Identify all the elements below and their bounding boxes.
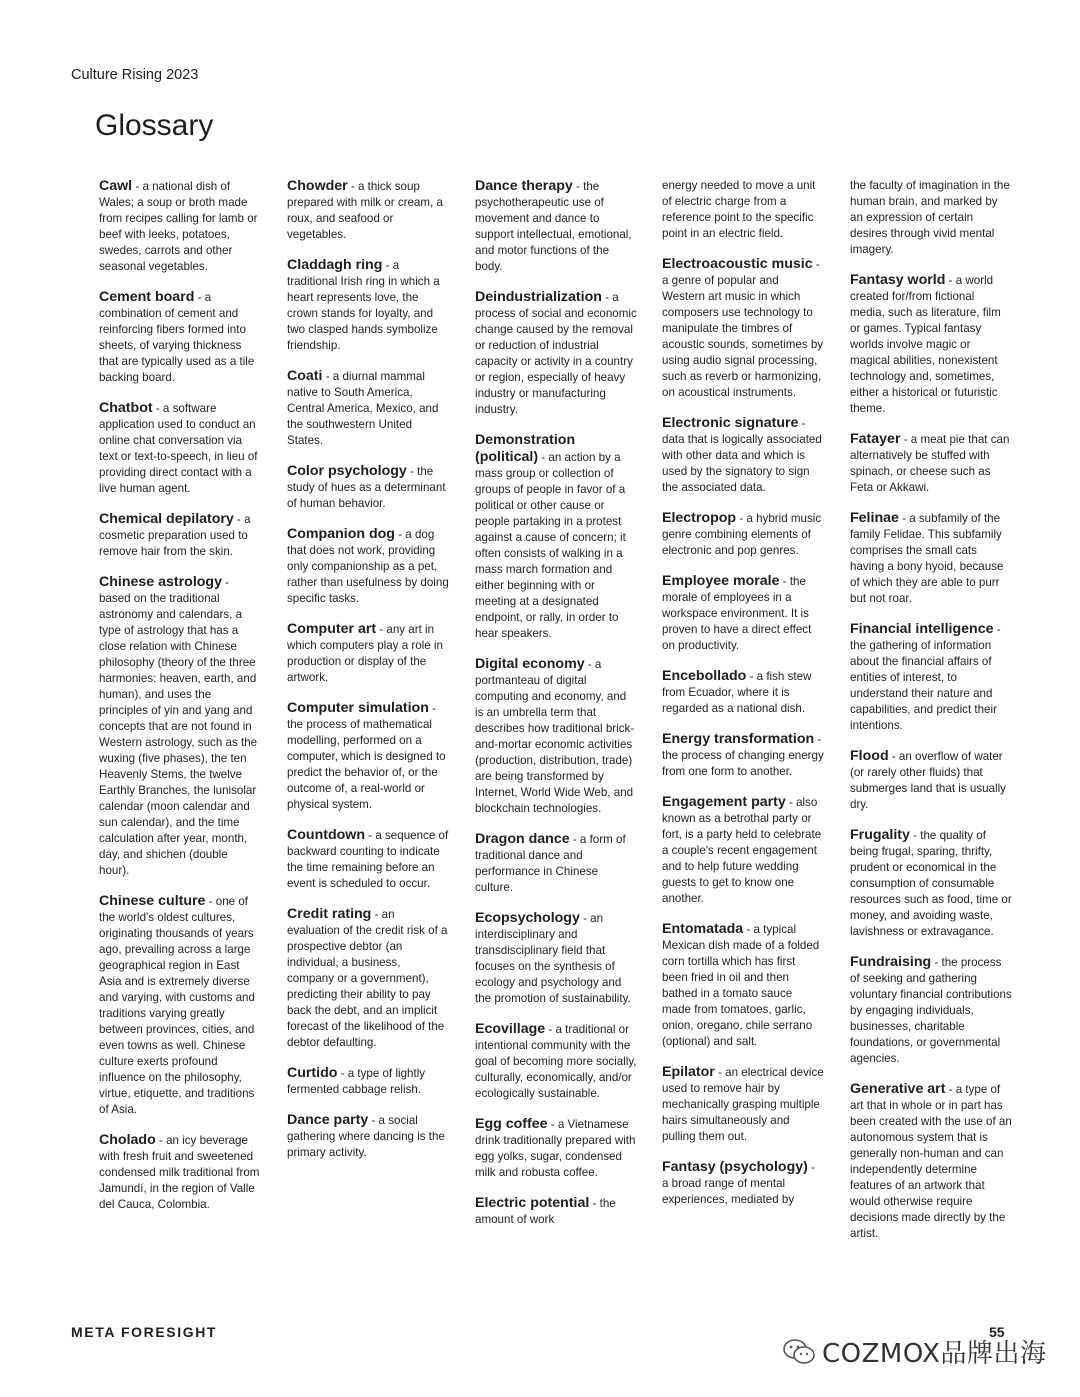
glossary-definition: a sequence of backward counting to indicate the time remaining before an event is scheduled to occur. <box>287 829 449 890</box>
wechat-icon <box>782 1337 816 1367</box>
glossary-column-3 <box>475 178 637 1242</box>
term-separator: - <box>382 259 393 272</box>
term-separator: - <box>347 180 359 193</box>
glossary-definition: a world created for/from fictional media, such as literature, film or games. Typical fantasy worlds involve magic or magical abilities, nonexistent technology and, sometimes, either a historical or futuristic theme. <box>850 274 1001 415</box>
glossary-entry <box>287 1112 449 1161</box>
glossary-entry <box>475 910 637 1007</box>
glossary-entry <box>475 178 637 275</box>
glossary-entry <box>287 621 449 686</box>
term-separator: - <box>779 575 790 588</box>
glossary-entry <box>662 921 824 1050</box>
glossary-term: Claddagh ring <box>287 257 383 273</box>
glossary-definition: an electrical device used to remove hair by mechanically grasping multiple hairs simultaneously and pulling them out. <box>662 1066 824 1143</box>
glossary-entry <box>850 954 1012 1067</box>
glossary-term: Cawl <box>99 178 133 194</box>
term-separator: - <box>584 658 595 671</box>
glossary-term: Chemical depilatory <box>99 511 234 527</box>
glossary-term: Cholado <box>99 1132 156 1148</box>
term-separator: - <box>945 1083 956 1096</box>
glossary-term: Flood <box>850 748 889 764</box>
glossary-entry <box>850 272 1012 417</box>
glossary-entry <box>287 368 449 449</box>
glossary-entry <box>475 289 637 418</box>
glossary-definition: the process of seeking and gathering voluntary financial contributions by engaging individuals, businesses, charitable foundations, or governmental agencies. <box>850 956 1012 1065</box>
term-separator: - <box>569 833 580 846</box>
glossary-definition: the process of mathematical modelling, performed on a computer, which is designed to predict the behavior of, or the outcome of, a real-world or physical system. <box>287 718 446 811</box>
term-separator: - <box>545 1023 556 1036</box>
term-separator: - <box>205 895 216 908</box>
glossary-entry <box>99 893 261 1118</box>
glossary-definition: the gathering of information about the financial affairs of entities of interest, to understand their nature and capabilities, and predict their intentions. <box>850 639 997 732</box>
glossary-term: Demonstration (political) <box>475 432 576 465</box>
glossary-entry <box>662 415 824 496</box>
glossary-entry <box>850 431 1012 496</box>
term-separator: - <box>368 1114 379 1127</box>
glossary-entry <box>99 178 261 275</box>
term-separator: - <box>945 274 956 287</box>
glossary-entry <box>850 827 1012 940</box>
term-separator: - <box>365 829 376 842</box>
glossary-definition: a dog that does not work, providing only companionship as a pet, rather than usefulness by doing specific tasks. <box>287 528 449 605</box>
term-separator: - <box>371 908 382 921</box>
glossary-term: Color psychology <box>287 463 407 479</box>
glossary-definition: a genre of popular and Western art music in which composers use technology to manipulate the timbres of acoustic sounds, sometimes by using audio signal processing, such as reverb or harmonizing, on acoustical instruments. <box>662 274 824 399</box>
glossary-column-1 <box>99 178 261 1227</box>
glossary-term: Entomatada <box>662 921 744 937</box>
glossary-entry <box>662 731 824 780</box>
glossary-definition: one of the world's oldest cultures, originating thousands of years ago, prevailing across a large geographical region in East Asia and is extremely diverse and varying, with customs and traditions varying greatly between provinces, cities, and even towns as well. Chinese culture exerts profound influence on the philosophy, virtue, etiquette, and traditions of Asia. <box>99 895 255 1116</box>
glossary-entry <box>287 257 449 354</box>
glossary-term: Digital economy <box>475 656 585 672</box>
glossary-definition: energy needed to move a unit of electric charge from a reference point to the specific point in an electric field. <box>662 179 816 240</box>
glossary-definition: a typical Mexican dish made of a folded corn tortilla which has first been fried in oil and then bathed in a tomato sauce made from tomatoes, garlic, onion, oregano, chile serrano (optional) and salt. <box>662 923 820 1048</box>
glossary-entry <box>850 178 1012 258</box>
term-separator: - <box>222 576 230 589</box>
glossary-entry <box>99 289 261 386</box>
glossary-entry <box>287 827 449 892</box>
glossary-entry <box>662 1064 824 1145</box>
term-separator: - <box>428 702 436 715</box>
glossary-entry <box>99 400 261 497</box>
glossary-entry <box>850 748 1012 813</box>
glossary-definition: a thick soup prepared with milk or cream, a roux, and seafood or vegetables. <box>287 180 443 241</box>
glossary-term: Fatayer <box>850 431 901 447</box>
glossary-definition: a hybrid music genre combining elements of electronic and pop genres. <box>662 512 822 557</box>
publication-header: Culture Rising 2023 <box>71 67 199 83</box>
term-separator: - <box>807 1161 815 1174</box>
glossary-term: Computer simulation <box>287 700 429 716</box>
term-separator: - <box>152 402 163 415</box>
glossary-definition: a Vietnamese drink traditionally prepared with egg yolks, sugar, condensed milk and robusta coffee. <box>475 1118 636 1179</box>
glossary-term: Electric potential <box>475 1195 590 1211</box>
term-separator: - <box>743 923 754 936</box>
term-separator: - <box>376 623 387 636</box>
glossary-term: Fundraising <box>850 954 932 970</box>
glossary-entry <box>662 668 824 717</box>
glossary-term: Energy transformation <box>662 731 815 747</box>
glossary-definition: the morale of employees in a workspace environment. It is proven to have a direct effect on productivity. <box>662 575 812 652</box>
glossary-definition: a cosmetic preparation used to remove hair from the skin. <box>99 513 251 558</box>
glossary-term: Financial intelligence <box>850 621 994 637</box>
glossary-definition: a combination of cement and reinforcing fibers formed into sheets, of varying thickness that are typically used as a tile backing board. <box>99 291 255 384</box>
term-separator: - <box>406 465 418 478</box>
glossary-definition: an icy beverage with fresh fruit and sweetened condensed milk traditional from Jamundí, in the region of Valle del Cauca, Colombia. <box>99 1134 260 1211</box>
term-separator: - <box>394 528 406 541</box>
glossary-term: Felinae <box>850 510 899 526</box>
glossary-term: Dance party <box>287 1112 369 1128</box>
term-separator: - <box>798 417 806 430</box>
term-separator: - <box>746 670 757 683</box>
glossary-entry <box>662 510 824 559</box>
footer-brand: META FORESIGHT <box>71 1324 218 1340</box>
glossary-definition: a form of traditional dance and performance in Chinese culture. <box>475 833 626 894</box>
glossary-entry <box>475 656 637 817</box>
term-separator: - <box>909 829 921 842</box>
glossary-term: Companion dog <box>287 526 395 542</box>
term-separator: - <box>714 1066 726 1079</box>
term-separator: - <box>931 956 942 969</box>
glossary-definition: any art in which computers play a role in production or display of the artwork. <box>287 623 443 684</box>
watermark <box>782 1333 1046 1370</box>
term-separator: - <box>814 733 822 746</box>
term-separator: - <box>601 291 613 304</box>
glossary-entry <box>475 831 637 896</box>
glossary-definition: the psychotherapeutic use of movement and dance to support intellectual, emotional, and motor functions of the body. <box>475 180 632 273</box>
page-title: Glossary <box>95 109 214 142</box>
glossary-definition: also known as a betrothal party or fort, is a party held to celebrate a couple's recent engagement and to help future wedding guests to get to know one another. <box>662 796 822 905</box>
glossary-term: Curtido <box>287 1065 338 1081</box>
glossary-term: Chinese astrology <box>99 574 222 590</box>
glossary-term: Electroacoustic music <box>662 256 813 272</box>
term-separator: - <box>132 180 143 193</box>
term-separator: - <box>993 623 1001 636</box>
glossary-term: Cement board <box>99 289 195 305</box>
glossary-entry <box>287 906 449 1051</box>
glossary-term: Countdown <box>287 827 366 843</box>
glossary-term: Dragon dance <box>475 831 570 847</box>
glossary-entry <box>850 621 1012 734</box>
glossary-term: Computer art <box>287 621 377 637</box>
glossary-definition: a process of social and economic change caused by the removal or reduction of industrial capacity or activity in a country or region, especially of heavy industry or manufacturing industry. <box>475 291 637 416</box>
glossary-entry <box>662 794 824 907</box>
glossary-definition: a fish stew from Ecuador, where it is regarded as a national dish. <box>662 670 812 715</box>
glossary-term: Frugality <box>850 827 910 843</box>
term-separator: - <box>547 1118 558 1131</box>
glossary-definition: an evaluation of the credit risk of a prospective debtor (an individual, a business, company or a government), predicting their ability to pay back the debt, and an implicit forecast of the likelihood of the debtor defaulting. <box>287 908 448 1049</box>
glossary-term: Employee morale <box>662 573 780 589</box>
glossary-term: Ecopsychology <box>475 910 580 926</box>
glossary-definition: based on the traditional astronomy and calendars, a type of astrology that has a close relation with Chinese philosophy (theory of the three harmonies: heaven, earth, and human), and uses the principles of yin and yang and concepts that are not found in Western astrology, such as the wuxing (five phases), the ten Heavenly Stems, the twelve Earthly Branches, the lunisolar calendar (moon calendar and sun calendar), and the time calculation after year, month, day, and shichen (double hour). <box>99 592 258 877</box>
glossary-entry <box>475 1021 637 1102</box>
glossary-entry <box>287 526 449 607</box>
glossary-definition: a diurnal mammal native to South America, Central America, Mexico, and the southwestern United States. <box>287 370 439 447</box>
glossary-entry <box>850 510 1012 607</box>
term-separator: - <box>785 796 797 809</box>
term-separator: - <box>888 750 899 763</box>
glossary-column-5 <box>850 178 1012 1256</box>
glossary-term: Chinese culture <box>99 893 206 909</box>
glossary-entry <box>99 1132 261 1213</box>
glossary-definition: a type of lightly fermented cabbage relish. <box>287 1067 426 1096</box>
glossary-definition: a portmanteau of digital computing and economy, and is an umbrella term that describes how traditional brick-and-mortar economic activities (production, distribution, trade) are being transformed by Internet, World Wide Web, and blockchain technologies. <box>475 658 635 815</box>
glossary-definition: a social gathering where dancing is the primary activity. <box>287 1114 445 1159</box>
glossary-term: Fantasy (psychology) <box>662 1159 808 1175</box>
glossary-entry <box>287 178 449 243</box>
term-separator: - <box>233 513 245 526</box>
glossary-term: Generative art <box>850 1081 946 1097</box>
glossary-definition: a traditional Irish ring in which a heart represents love, the crown stands for loyalty, and two clasped hands symbolize friendship. <box>287 259 440 352</box>
term-separator: - <box>579 912 591 925</box>
glossary-entry <box>475 432 637 642</box>
term-separator: - <box>900 433 911 446</box>
glossary-definition: a software application used to conduct an online chat conversation via text or text-to-speech, in lieu of providing direct contact with a live human agent. <box>99 402 258 495</box>
glossary-definition: the faculty of imagination in the human brain, and marked by an expression of certain desires through vivid mental imagery. <box>850 179 1010 256</box>
glossary-column-2 <box>287 178 449 1175</box>
glossary-term: Electronic signature <box>662 415 799 431</box>
glossary-definition: the amount of work <box>475 1197 616 1226</box>
term-separator: - <box>736 512 747 525</box>
glossary-definition: a subfamily of the family Felidae. This subfamily comprises the small cats having a bony hyoid, because of which they are able to purr but not roar. <box>850 512 1004 605</box>
glossary-entry <box>662 1159 824 1208</box>
glossary-entry <box>287 1065 449 1098</box>
glossary-term: Egg coffee <box>475 1116 548 1132</box>
glossary-entry <box>287 700 449 813</box>
term-separator: - <box>155 1134 167 1147</box>
watermark-text: COZMOX品牌出海 <box>822 1339 1047 1369</box>
glossary-definition: the study of hues as a determinant of human behavior. <box>287 465 446 510</box>
page-number: 55 <box>989 1324 1005 1340</box>
glossary-entry <box>287 463 449 512</box>
glossary-entry <box>662 256 824 401</box>
glossary-definition: an action by a mass group or collection of groups of people in favor of a political or other cause or people partaking in a protest against a cause of concern; it often consists of walking in a mass march formation and either beginning with or meeting at a designated endpoint, or rally, in order to hear speakers. <box>475 451 626 640</box>
term-separator: - <box>538 451 549 464</box>
glossary-term: Electropop <box>662 510 737 526</box>
glossary-term: Engagement party <box>662 794 786 810</box>
glossary-definition: a traditional or intentional community with the goal of becoming more socially, culturally, economically, and/or ecologically sustainable. <box>475 1023 637 1100</box>
glossary-term: Ecovillage <box>475 1021 546 1037</box>
glossary-term: Deindustrialization <box>475 289 602 305</box>
glossary-entry <box>662 178 824 242</box>
glossary-definition: a meat pie that can alternatively be stuffed with spinach, or cheese such as Feta or Akkawi. <box>850 433 1010 494</box>
glossary-definition: a type of art that in whole or in part has been created with the use of an autonomous system that is generally non-human and can independently determine features of an artwork that would otherwise require decisions made directly by the artist. <box>850 1083 1012 1240</box>
glossary-entry <box>475 1116 637 1181</box>
glossary-entry <box>475 1195 637 1228</box>
glossary-entry <box>99 574 261 879</box>
glossary-definition: an overflow of water (or rarely other fluids) that submerges land that is usually dry. <box>850 750 1006 811</box>
glossary-term: Chatbot <box>99 400 153 416</box>
glossary-term: Dance therapy <box>475 178 573 194</box>
glossary-term: Chowder <box>287 178 348 194</box>
glossary-term: Coati <box>287 368 323 384</box>
glossary-term: Epilator <box>662 1064 715 1080</box>
glossary-column-4 <box>662 178 824 1222</box>
term-separator: - <box>572 180 584 193</box>
glossary-definition: data that is logically associated with other data and which is used by the signatory to sign the associated data. <box>662 433 822 494</box>
glossary-term: Fantasy world <box>850 272 946 288</box>
term-separator: - <box>589 1197 600 1210</box>
glossary-term: Encebollado <box>662 668 747 684</box>
term-separator: - <box>812 258 820 271</box>
term-separator: - <box>898 512 910 525</box>
glossary-definition: the process of changing energy from one form to another. <box>662 749 824 778</box>
glossary-term: Credit rating <box>287 906 372 922</box>
glossary-definition: the quality of being frugal, sparing, thrifty, prudent or economical in the consumption of consumable resources such as food, time or money, and avoiding waste, lavishness or extravagance. <box>850 829 1012 938</box>
term-separator: - <box>337 1067 348 1080</box>
glossary-entry <box>662 573 824 654</box>
term-separator: - <box>194 291 205 304</box>
glossary-entry <box>850 1081 1012 1242</box>
glossary-definition: an interdisciplinary and transdisciplinary field that focuses on the synthesis of ecology and psychology and the promotion of sustainability. <box>475 912 631 1005</box>
glossary-definition: a broad range of mental experiences, mediated by <box>662 1177 795 1206</box>
glossary-entry <box>99 511 261 560</box>
term-separator: - <box>322 370 333 383</box>
glossary-definition: a national dish of Wales; a soup or broth made from recipes calling for lamb or beef with leeks, potatoes, swedes, carrots and other seasonal vegetables. <box>99 180 258 273</box>
